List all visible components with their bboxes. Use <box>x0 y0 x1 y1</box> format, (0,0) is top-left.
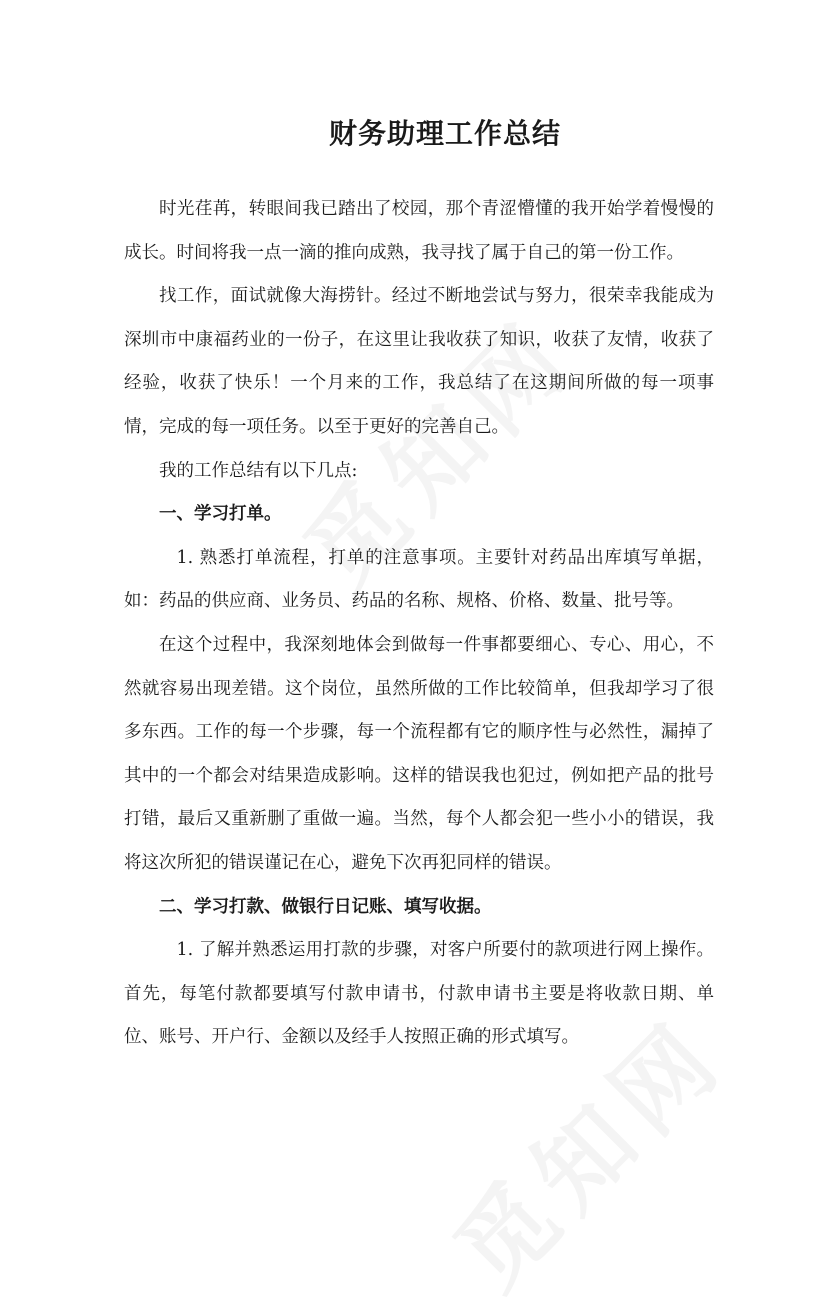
paragraph-job-search: 找工作，面试就像大海捞针。经过不断地尝试与努力，很荣幸我能成为深圳市中康福药业的一份子，在这里让我收获了知识，收获了友情，收获了经验，收获了快乐！一个月来的工作，我总结了在这期间所做的每一项事情，完成的每一项任务。以至于更好的完善自己。 <box>124 286 714 437</box>
document-body <box>124 188 714 1060</box>
list-item-1-1: 1. 熟悉打单流程，打单的注意事项。主要针对药品出库填写单据，如：药品的供应商、业务员、药品的名称、规格、价格、数量、批号等。 <box>124 547 714 612</box>
section-heading-1: 一、学习打单。 <box>159 504 282 525</box>
section-heading-2: 二、学习打款、做银行日记账、填写收据。 <box>159 896 492 917</box>
paragraph-summary-points: 我的工作总结有以下几点: <box>159 460 358 481</box>
list-item-2-1: 1. 了解并熟悉运用打款的步骤，对客户所要付的款项进行网上操作。首先，每笔付款都要填写付款申请书，付款申请书主要是将收款日期、单位、账号、开户行、金额以及经手人按照正确的形式填写。 <box>124 940 714 1048</box>
paragraph-reflection: 在这个过程中，我深刻地体会到做每一件事都要细心、专心、用心，不然就容易出现差错。这个岗位，虽然所做的工作比较简单，但我却学习了很多东西。工作的每一个步骤，每一个流程都有它的顺序性与必然性，漏掉了其中的一个都会对结果造成影响。这样的错误我也犯过，例如把产品的批号打错，最后又重新删了重做一遍。当然，每个人都会犯一些小小的错误，我将这次所犯的错误谨记在心，避免下次再犯同样的错误。 <box>124 634 714 873</box>
document-title: 财务助理工作总结 <box>328 117 561 150</box>
paragraph-intro: 时光荏苒，转眼间我已踏出了校园，那个青涩懵懂的我开始学着慢慢的成长。时间将我一点一滴的推向成熟，我寻找了属于自己的第一份工作。 <box>124 199 714 263</box>
